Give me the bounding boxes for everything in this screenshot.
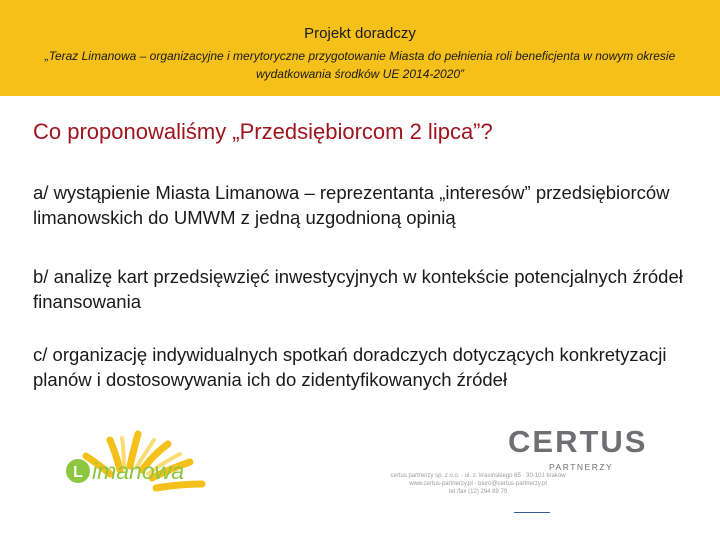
certus-logo <box>508 424 648 474</box>
list-item-c: c/ organizację indywidualnych spotkań doradczych dotyczących konkretyzacji planów i dostosowywania ich do zidentyfikowanych źródeł <box>33 344 667 390</box>
header-subtitle: „Teraz Limanowa – organizacyjne i merytoryczne przygotowanie Miasta do pełnienia roli beneficjenta w nowym okresie wydatkowania środków UE 2014-2020” <box>44 49 676 81</box>
certus-tagline: PARTNERZY <box>549 462 614 472</box>
certus-contact-line: tel./fax (12) 294 89 79 <box>448 489 508 495</box>
list-item-a: a/ wystąpienie Miasta Limanowa – reprezentanta „interesów” przedsiębiorców limanowskich do UMWM z jedną uzgodnioną opinią <box>33 182 670 228</box>
certus-divider <box>514 512 550 513</box>
limanowa-sun-icon <box>58 426 248 526</box>
limanowa-logo <box>58 426 248 526</box>
list-item-b: b/ analizę kart przedsięwzięć inwestycyjnych w kontekście potencjalnych źródeł finansowania <box>33 266 683 312</box>
limanowa-initial: L <box>73 464 83 481</box>
limanowa-wordmark: imanowa <box>92 458 185 484</box>
slide-title: Co proponowaliśmy „Przedsiębiorcom 2 lipca”? <box>33 119 493 144</box>
header-title: Projekt doradczy <box>304 25 416 42</box>
certus-contact-line: certus partnerzy sp. z o.o. · ul. z. krasińskiego 65 · 30-101 kraków <box>390 473 566 479</box>
certus-contact-line: www.certus-partnerzy.pl · biuro@certus-partnerzy.pl <box>409 481 547 487</box>
certus-contact <box>378 472 578 496</box>
certus-wordmark: CERTUS <box>508 424 648 459</box>
